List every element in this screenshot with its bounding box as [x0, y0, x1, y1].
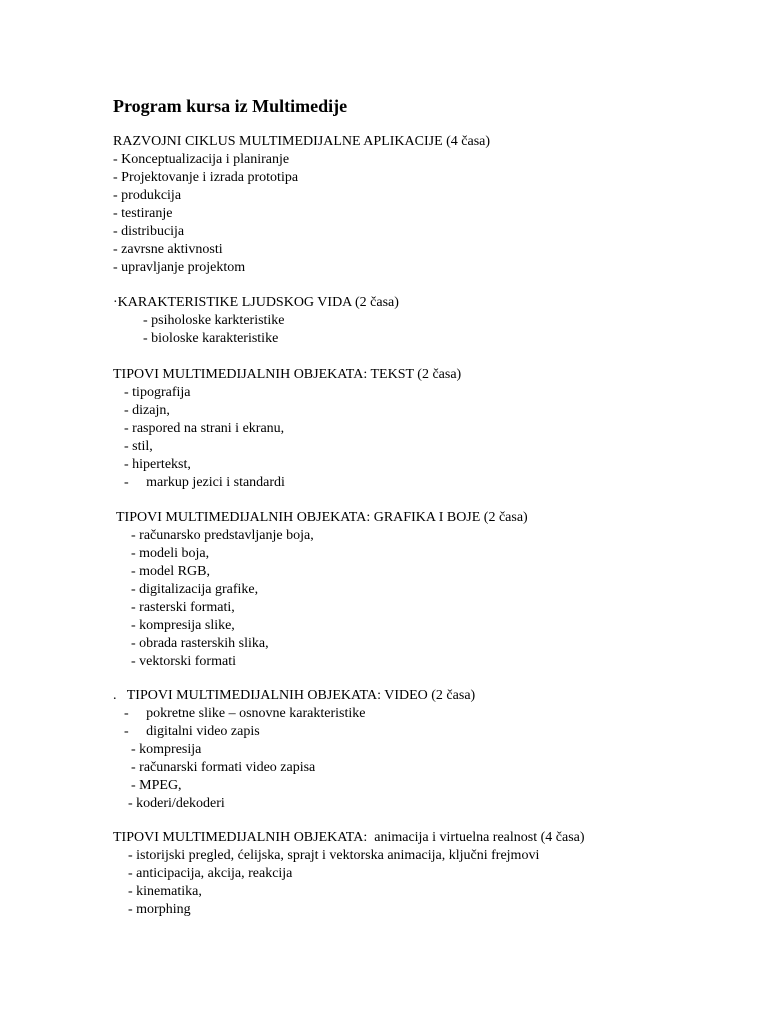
list-item: - zavrsne aktivnosti	[113, 242, 223, 257]
document-title: Program kursa iz Multimedije	[113, 96, 348, 116]
section-heading: RAZVOJNI CIKLUS MULTIMEDIJALNE APLIKACIJE (4 časa)	[113, 134, 491, 149]
list-item: - tipografija	[124, 385, 191, 400]
list-item: - računarsko predstavljanje boja,	[131, 528, 314, 543]
list-item: - model RGB,	[131, 564, 210, 579]
list-item: - računarski formati video zapisa	[131, 760, 316, 775]
list-item: - digitalizacija grafike,	[131, 582, 259, 597]
list-item: - raspored na strani i ekranu,	[124, 421, 285, 436]
section-human-vision	[0, 294, 768, 348]
section-development-cycle	[0, 133, 768, 277]
section-video-objects	[0, 687, 768, 813]
list-item: - vektorski formati	[131, 654, 236, 669]
list-item: - produkcija	[113, 188, 182, 203]
section-heading: TIPOVI MULTIMEDIJALNIH OBJEKATA: TEKST (2 časa)	[113, 367, 462, 382]
list-item: - istorijski pregled, ćelijska, sprajt i vektorska animacija, ključni frejmovi	[128, 848, 540, 863]
list-item: - koderi/dekoderi	[128, 796, 225, 811]
section-graphics-objects	[0, 509, 768, 671]
section-heading: . TIPOVI MULTIMEDIJALNIH OBJEKATA: VIDEO (2 časa)	[113, 688, 476, 703]
list-item: - psiholoske karkteristike	[143, 313, 285, 328]
list-item: - rasterski formati,	[131, 600, 235, 615]
list-item: - modeli boja,	[131, 546, 210, 561]
list-item: - digitalni video zapis	[124, 724, 260, 739]
list-item: - dizajn,	[124, 403, 170, 418]
list-item: - distribucija	[113, 224, 185, 239]
list-item: - kinematika,	[128, 884, 202, 899]
list-item: - Konceptualizacija i planiranje	[113, 152, 290, 167]
section-animation-objects	[0, 829, 768, 919]
list-item: - hipertekst,	[124, 457, 191, 472]
list-item: - upravljanje projektom	[113, 260, 246, 275]
list-item: - MPEG,	[131, 778, 182, 793]
list-item: - testiranje	[113, 206, 173, 221]
section-text-objects	[0, 366, 768, 492]
section-heading: TIPOVI MULTIMEDIJALNIH OBJEKATA: GRAFIKA I BOJE (2 časa)	[116, 510, 528, 525]
list-item: - Projektovanje i izrada prototipa	[113, 170, 299, 185]
list-item: - morphing	[128, 902, 191, 917]
list-item: - obrada rasterskih slika,	[131, 636, 269, 651]
section-heading: TIPOVI MULTIMEDIJALNIH OBJEKATA: animacija i virtuelna realnost (4 časa)	[113, 830, 585, 845]
list-item: - anticipacija, akcija, reakcija	[128, 866, 293, 881]
list-item: - bioloske karakteristike	[143, 331, 279, 346]
list-item: - markup jezici i standardi	[124, 475, 285, 490]
list-item: - kompresija slike,	[131, 618, 235, 633]
list-item: - pokretne slike – osnovne karakteristike	[124, 706, 366, 721]
list-item: - kompresija	[131, 742, 202, 757]
section-heading: ·KARAKTERISTIKE LJUDSKOG VIDA (2 časa)	[113, 295, 399, 310]
list-item: - stil,	[124, 439, 153, 454]
